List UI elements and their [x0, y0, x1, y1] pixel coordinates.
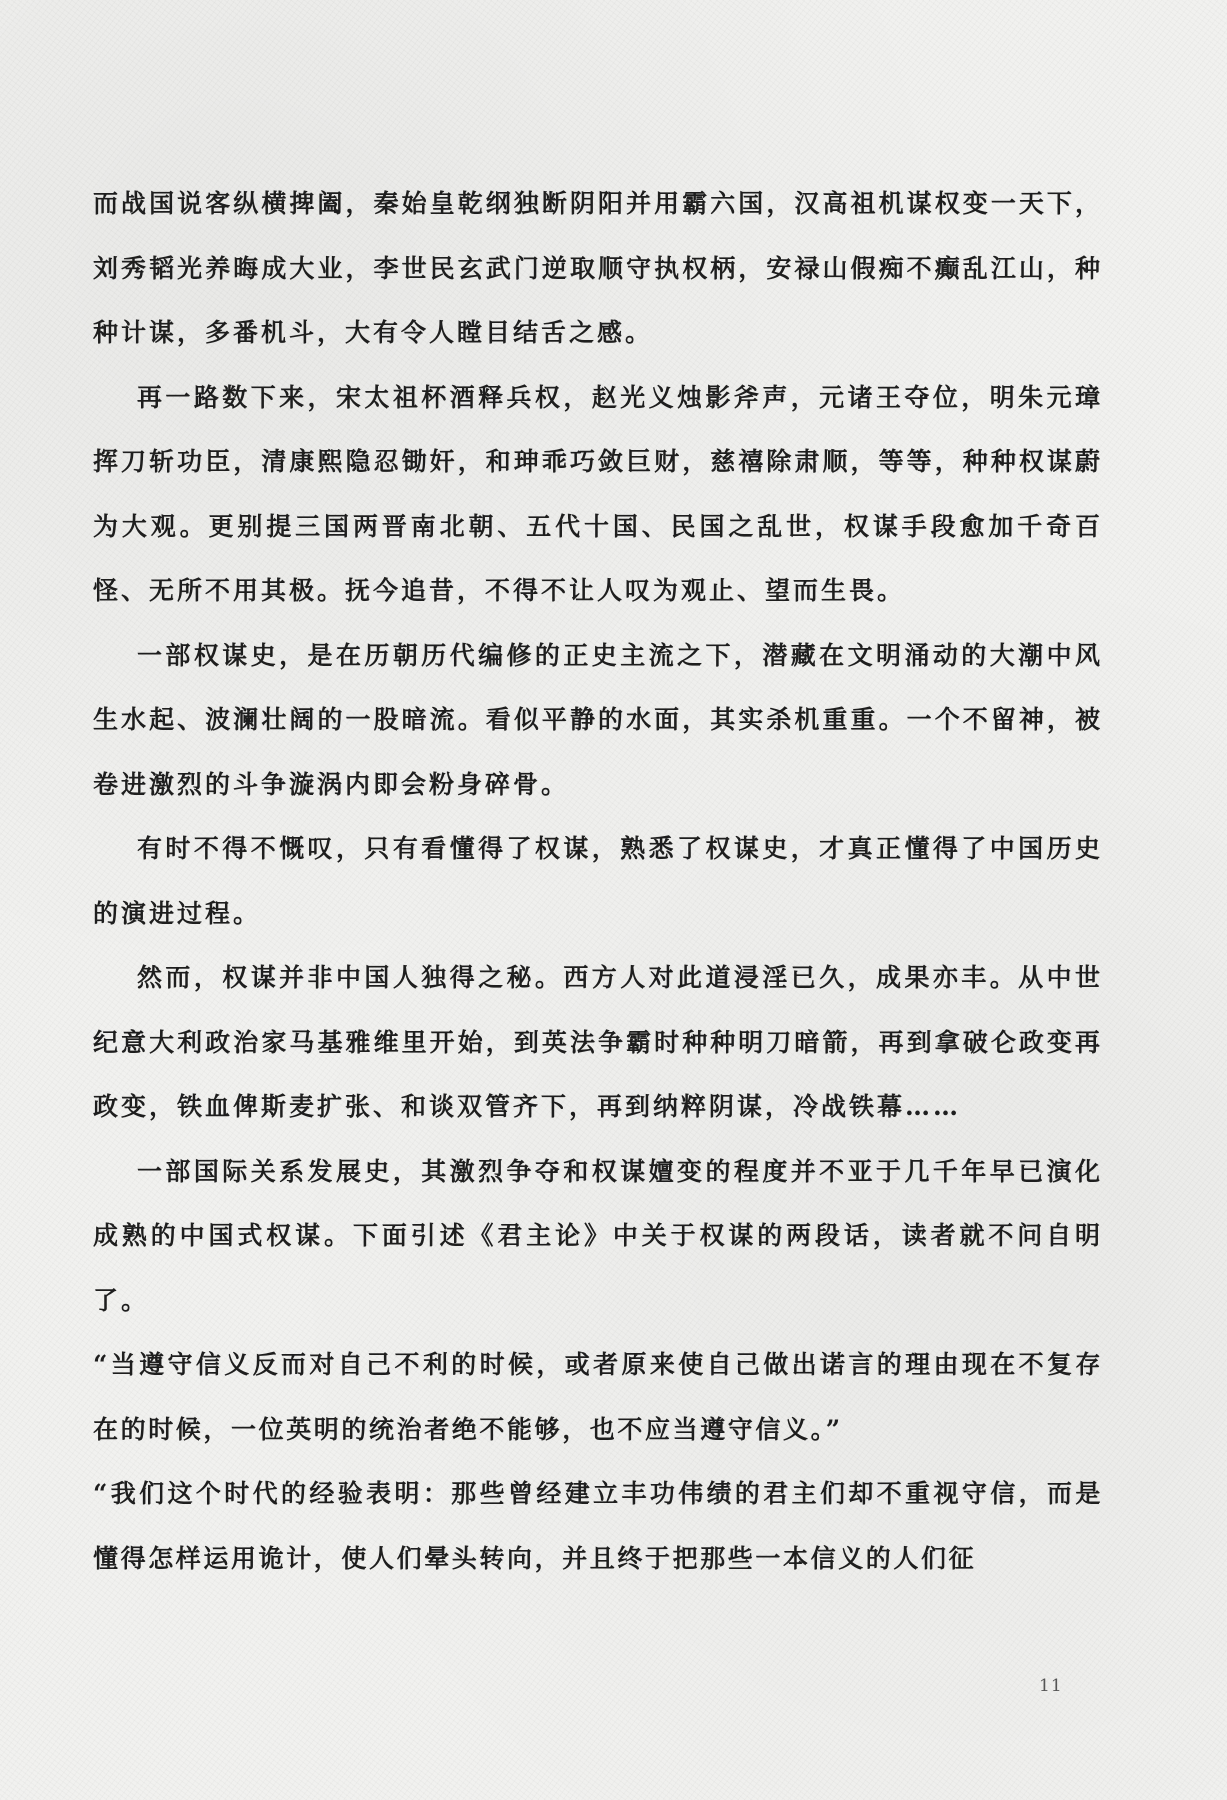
paragraph-5: 然而，权谋并非中国人独得之秘。西方人对此道浸淫已久，成果亦丰。从中世纪意大利政治家马基雅维里开始，到英法争霸时种种明刀暗箭，再到拿破仑政变再政变，铁血俾斯麦扩张、和谈双管齐下，再到纳粹阴谋，冷战铁幕……	[93, 963, 1103, 1121]
paragraph-4: 有时不得不慨叹，只有看懂得了权谋，熟悉了权谋史，才真正懂得了中国历史的演进过程。	[93, 834, 1103, 928]
paragraph-3: 一部权谋史，是在历朝历代编修的正史主流之下，潜藏在文明涌动的大潮中风生水起、波澜壮阔的一股暗流。看似平静的水面，其实杀机重重。一个不留神，被卷进激烈的斗争漩涡内即会粉身碎骨。	[93, 640, 1103, 799]
page-number: 11	[1039, 1676, 1063, 1696]
quote-2: “我们这个时代的经验表明：那些曾经建立丰功伟绩的君主们却不重视守信，而是懂得怎样运用诡计，使人们晕头转向，并且终于把那些一本信义的人们征	[93, 1479, 1103, 1573]
quote-1: “当遵守信义反而对自己不利的时候，或者原来使自己做出诺言的理由现在不复存在的时候，一位英明的统治者绝不能够，也不应当遵守信义。”	[93, 1350, 1103, 1444]
paragraph-2: 再一路数下来，宋太祖杯酒释兵权，赵光义烛影斧声，元诸王夺位，明朱元璋挥刀斩功臣，清康熙隐忍锄奸，和珅乖巧敛巨财，慈禧除肃顺，等等，种种权谋蔚为大观。更别提三国两晋南北朝、五代十国、民国之乱世，权谋手段愈加千奇百怪、无所不用其极。抚今追昔，不得不让人叹为观止、望而生畏。	[93, 382, 1103, 605]
paragraph-1: 而战国说客纵横捭阖，秦始皇乾纲独断阴阳并用霸六国，汉高祖机谋权变一天下，刘秀韬光养晦成大业，李世民玄武门逆取顺守执权柄，安禄山假痴不癫乱江山，种种计谋，多番机斗，大有令人瞠目结舌之感。	[93, 189, 1103, 347]
paragraph-6: 一部国际关系发展史，其激烈争夺和权谋嬗变的程度并不亚于几千年早已演化成熟的中国式权谋。下面引述《君主论》中关于权谋的两段话，读者就不问自明了。	[93, 1156, 1103, 1315]
body-text	[93, 172, 1103, 1591]
